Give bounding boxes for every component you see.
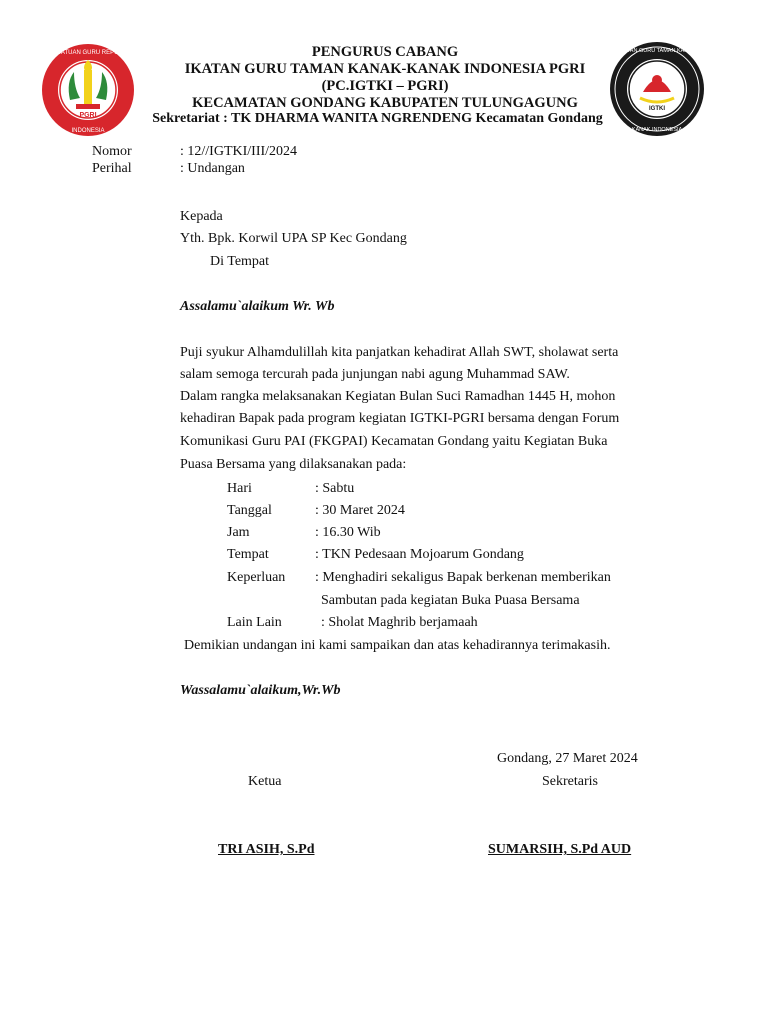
place-date: Gondang, 27 Maret 2024 [497,751,638,766]
greeting: Assalamu`alaikum Wr. Wb [180,299,335,314]
svg-text:IKATAN GURU TAMAN KANAK: IKATAN GURU TAMAN KANAK [618,48,696,54]
kepada-text: Kepada [180,209,223,224]
sekretaris-name: SUMARSIH, S.Pd AUD [488,842,632,857]
jam-label: Jam [227,525,250,540]
svg-text:INDONESIA: INDONESIA [71,128,105,134]
tempat-value: : TKN Pedesaan Mojoarum Gondang [315,547,524,562]
hari-value: : Sabtu [315,481,355,496]
sekretaris-title: Sekretaris [542,774,598,789]
header-line-4: KECAMATAN GONDANG KABUPATEN TULUNGAGUNG [192,95,578,111]
body-line: salam semoga tercurah pada junjungan nabi agung Muhammad SAW. [180,367,570,382]
body-line: Komunikasi Guru PAI (FKGPAI) Kecamatan Gondang yaitu Kegiatan Buka [180,434,608,449]
di-tempat-text: Di Tempat [210,254,270,269]
header-line-2: IKATAN GURU TAMAN KANAK-KANAK INDONESIA PGRI [184,61,586,77]
tempat-label: Tempat [227,547,269,562]
nomor-label: Nomor [92,144,132,159]
keperluan-value: : Menghadiri sekaligus Bapak berkenan memberikan [315,570,611,585]
farewell: Wassalamu`alaikum,Wr.Wb [180,683,341,698]
body-line: Puasa Bersama yang dilaksanakan pada: [180,457,407,472]
svg-text:PGRI: PGRI [79,112,97,119]
nomor-value: : 12//IGTKI/III/2024 [180,144,298,159]
lain-label: Lain Lain [227,615,282,630]
tanggal-value: : 30 Maret 2024 [315,503,405,518]
keperluan-label: Keperluan [227,570,286,585]
hari-label: Hari [227,481,252,496]
perihal-label: Perihal [92,161,132,176]
ketua-name: TRI ASIH, S.Pd [218,842,315,857]
lain-value: : Sholat Maghrib berjamaah [321,615,478,630]
header-line-1: PENGURUS CABANG [311,44,459,60]
svg-text:IGTKI: IGTKI [649,106,665,112]
keperluan-value-cont: Sambutan pada kegiatan Buka Puasa Bersama [321,593,580,608]
body-line: Dalam rangka melaksanakan Kegiatan Bulan Suci Ramadhan 1445 H, mohon [180,389,616,404]
jam-value: : 16.30 Wib [315,525,381,540]
ketua-title: Ketua [248,774,282,789]
header-line-3: (PC.IGTKI – PGRI) [321,78,449,94]
svg-text:KANAK INDONESIA: KANAK INDONESIA [631,127,683,133]
header-secretariat: Sekretariat : TK DHARMA WANITA NGRENDENG Kecamatan Gondang [152,111,603,126]
svg-text:PERSATUAN GURU REPUBLIK: PERSATUAN GURU REPUBLIK [44,50,132,56]
tanggal-label: Tanggal [227,503,272,518]
body-line: kehadiran Bapak pada program kegiatan IGTKI-PGRI bersama dengan Forum [180,411,620,426]
perihal-value: : Undangan [180,161,245,176]
recipient-name: Yth. Bpk. Korwil UPA SP Kec Gondang [180,231,407,246]
closing-text: Demikian undangan ini kami sampaikan dan atas kehadirannya terimakasih. [184,638,611,653]
body-line: Puji syukur Alhamdulillah kita panjatkan kehadirat Allah SWT, sholawat serta [180,345,619,360]
